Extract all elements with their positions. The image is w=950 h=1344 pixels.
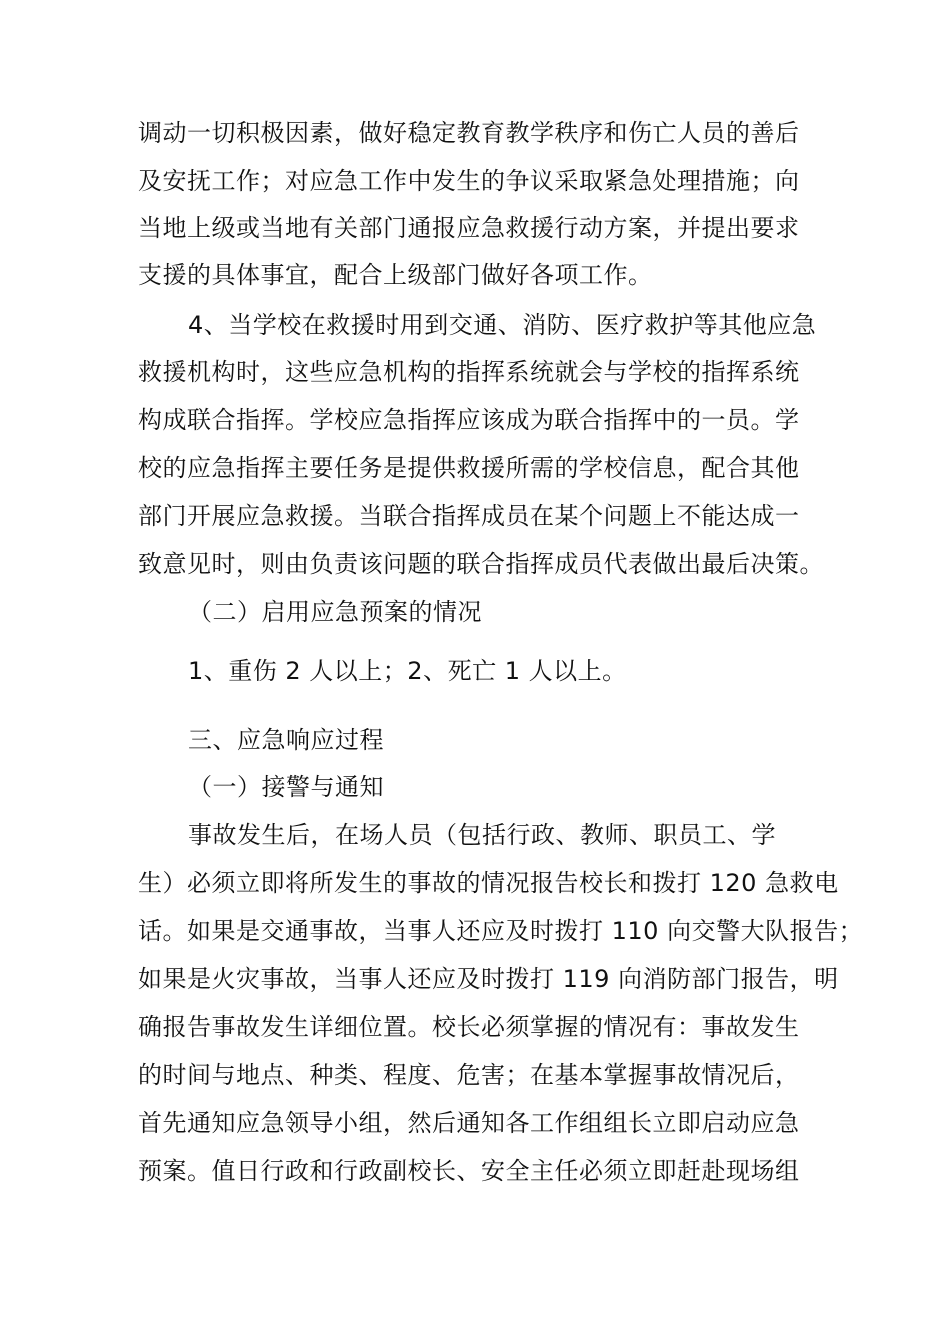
text-line: 救援机构时，这些应急机构的指挥系统就会与学校的指挥系统 [138, 358, 800, 386]
text-line: 当地上级或当地有关部门通报应急救援行动方案，并提出要求 [138, 214, 800, 242]
text-line: 构成联合指挥。学校应急指挥应该成为联合指挥中的一员。学 [138, 406, 800, 434]
section-heading: （二）启用应急预案的情况 [188, 598, 482, 626]
paragraph-start-line: 4、当学校在救援时用到交通、消防、医疗救护等其他应急 [188, 311, 817, 339]
text-line: 如果是火灾事故，当事人还应及时拨打 119 向消防部门报告，明 [138, 965, 839, 993]
text-line: 的时间与地点、种类、程度、危害；在基本掌握事故情况后， [138, 1061, 800, 1089]
text-line: 校的应急指挥主要任务是提供救援所需的学校信息，配合其他 [138, 454, 800, 482]
paragraph-start-line: 事故发生后，在场人员（包括行政、教师、职员工、学 [188, 821, 776, 849]
text-line: 及安抚工作；对应急工作中发生的争议采取紧急处理措施；向 [138, 167, 800, 195]
text-line: 首先通知应急领导小组，然后通知各工作组组长立即启动应急 [138, 1109, 800, 1137]
subsection-heading: （一）接警与通知 [188, 773, 384, 801]
text-line: 调动一切积极因素，做好稳定教育教学秩序和伤亡人员的善后 [138, 119, 800, 147]
text-line: 确报告事故发生详细位置。校长必须掌握的情况有：事故发生 [138, 1013, 800, 1041]
text-line: 生）必须立即将所发生的事故的情况报告校长和拨打 120 急救电 [138, 869, 839, 897]
text-line: 支援的具体事宜，配合上级部门做好各项工作。 [138, 261, 653, 289]
section-heading: 三、应急响应过程 [188, 726, 384, 754]
text-line: 预案。值日行政和行政副校长、安全主任必须立即赶赴现场组 [138, 1157, 800, 1185]
text-line: 致意见时，则由负责该问题的联合指挥成员代表做出最后决策。 [138, 550, 824, 578]
text-line: 部门开展应急救援。当联合指挥成员在某个问题上不能达成一 [138, 502, 800, 530]
text-line: 话。如果是交通事故，当事人还应及时拨打 110 向交警大队报告； [138, 917, 864, 945]
list-item: 1、重伤 2 人以上；2、死亡 1 人以上。 [188, 657, 627, 685]
